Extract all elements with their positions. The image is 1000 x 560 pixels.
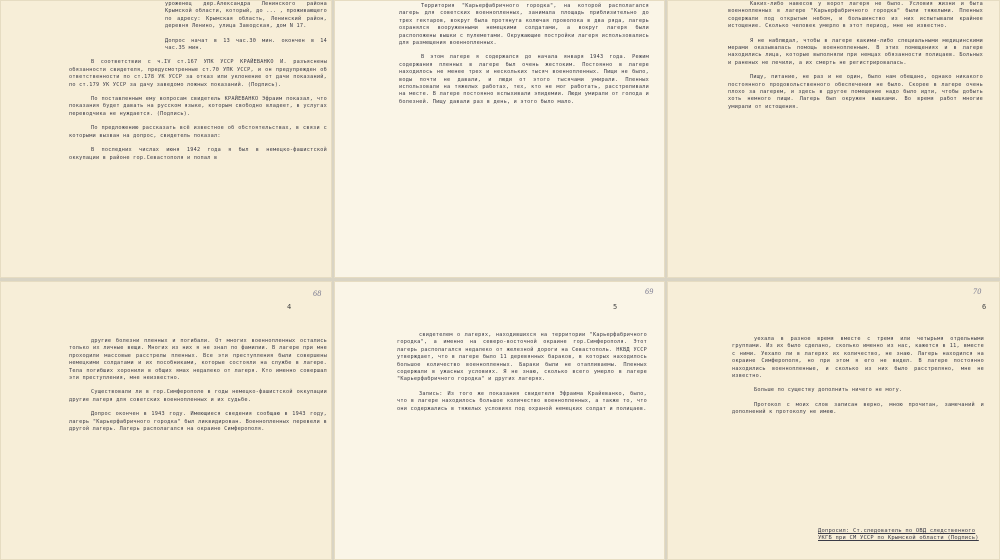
page-body bbox=[69, 338, 327, 440]
paragraph: Пищу, питание, не раз и не один, было нам обещано, однако никакого постоянного продовольственного обеспечения не было. Скорее в лагере очень плохо за лагерем, и здесь в другое помещение надо было идти, чтобы добыть хоть немного пищи. Лагерь был окружен вышками. Во время работ многие умирали от истощения. bbox=[728, 74, 983, 110]
page-body bbox=[69, 1, 327, 169]
paragraph: уроженец дер.Александра Ленинского района Крымской области, который, до ... , проживающего по адресу: Крымская область, Ленинский район, деревня Ленино, улица Заводская, дом N 17. bbox=[165, 1, 327, 30]
document-page-5 bbox=[334, 281, 665, 560]
paragraph: Допрос окончен в 1943 году. Имеющиеся сведения сообщаю в 1943 году, лагерь "Карьерфабричного городка" был ликвидирован. Военнопленных перевели в другой лагерь. Лагерь располагался на окраине Симферополя. bbox=[69, 411, 327, 433]
paragraph: свидетелем о лагерях, находившихся на территории "Карьерфабричного городка", а именно на северо-восточной окраине гор.Симферополя. Этот лагерь располагался недалеко от железной дороги на Севастополь. НКВД УССР утверждает, что в лагере было 11 деревянных бараков, в которых находилось большое количество военнопленных. Бараки были не отапливаемы. Пленных содержали в ужасных условиях. Я не знаю, сколько всего умерло в лагере "Карьерфабричного городка" и других лагерях. bbox=[397, 332, 647, 383]
document-page-3 bbox=[667, 0, 1000, 278]
paragraph: По поставленным ему вопросам свидетель КРАЙЕВАНКО Эфраим показал, что показания будет давать на русском языке, которым свободно владеет, в услугах переводчика не нуждается. (Подпись). bbox=[69, 96, 327, 117]
paragraph: Допрос начат в 13 час.30 мин. окончен в 14 час.35 мин. bbox=[165, 37, 327, 52]
paragraph: другие болезни пленных и погибали. От многих военнопленных остались только их личные вещи. Многих из них я не знал по фамилии. В лагере при мне проходили массовые расстрелы пленных. Все эти преступления были совершены немецкими солдатами и их пособниками, которые состояли на службе в лагере. Тела погибших хоронили в общих ямах недалеко от лагеря. Кто именно совершал эти преступления, мне неизвестно. bbox=[69, 338, 327, 382]
archive-folio-number: 69 bbox=[645, 287, 654, 296]
document-page-1 bbox=[0, 0, 332, 278]
page-body bbox=[397, 332, 647, 420]
paragraph: В этом лагере я содержался до начала января 1943 года. Режим содержания пленных в лагере был очень жестоким. Постоянно в лагере находилось не менее трех и нескольких тысяч военнопленных. Пищи не было, воды почти не давали, и люди от этого тысячами умирали. Пленных использовали на тяжелых работах, тех, кто не мог работать, расстреливали на месте. В лагере постоянно вспыхивали эпидемии. Люди умирали от голода и болезней. Пищу давали раз в день, и этого было мало. bbox=[399, 54, 649, 105]
paragraph: По предложению рассказать всё известное об обстоятельствах, в связи с которыми вызван на допрос, свидетель показал: bbox=[69, 125, 327, 139]
paragraph: Я не наблюдал, чтобы в лагере какими-либо специальными медицинскими мерами оказывалась помощь военнопленным. В этих помещениях и в лагере находились лица, которые выполняли при немцах обязанности полицаев. Больных и раненых не лечили, а их смерть не регистрировалась. bbox=[728, 37, 983, 66]
paragraph: В последних числах июня 1942 года я был в немецко-фашистской оккупации в районе гор.Севастополя и попал в bbox=[69, 147, 327, 161]
paragraph: уехала в разное время вместе с тремя или четырьмя отдельными группами. Из их было сделано, сколько именно из нас, кажется в 11, вместе с ними. Уехало ли в лагерях их количество, не знаю. Лагерь находился на окраине Симферополя, но при этом я его не видел. В лагере постоянно находились военнопленные, и сколько из них было расстреляно, мне не известно. bbox=[732, 336, 984, 380]
archive-folio-number: 70 bbox=[973, 287, 982, 296]
document-page-4 bbox=[0, 281, 332, 560]
page-body bbox=[732, 336, 984, 424]
document-page-6 bbox=[667, 281, 1000, 560]
paragraph: Каких-либо навесов у ворот лагеря не было. Условия жизни и быта военнопленных в лагере "Карьерфабричного городка" были тяжелыми. Пленных содержали под открытым небом, и большинство из них испытывали крайнее истощение. Сколько человек умерло в этот период, мне не известно. bbox=[728, 1, 983, 30]
page-number: 4 bbox=[287, 303, 292, 311]
paragraph: Протокол с моих слов записан верно, мною прочитан, замечаний и дополнений к протоколу не имею. bbox=[732, 401, 984, 416]
paragraph: Территория "Карьерфабричного городка", на которой располагался лагерь для советских военнопленных, занимала площадь приблизительно до трех гектаров, вокруг была протянута колючая проволока в два ряда, лагерь охранялся вооруженными немецкими солдатами, а вокруг лагеря были расположены вышки с пулеметами. Окружающие постройки лагеря использовались для размещения военнопленных. bbox=[399, 3, 649, 47]
page-body bbox=[728, 1, 983, 118]
paragraph: В соответствии с ч.IV ст.167 УПК УССР КРАЙЕВАНКО И. разъяснены обязанности свидетеля, предусмотренные ст.70 УПК УССР, и он предупрежден об ответственности по ст.178 УК УССР за отказ или уклонение от дачи показаний, по ст.179 УК УССР за дачу заведомо ложных показаний. (Подпись). bbox=[69, 59, 327, 88]
paragraph: Существовали ли в гор.Симферополе в годы немецко-фашистской оккупации другие лагеря для советских военнопленных и их судьбе. bbox=[69, 389, 327, 403]
document-page-2 bbox=[334, 0, 665, 278]
page-number: 6 bbox=[982, 303, 987, 311]
paragraph: Запись: Из того же показания свидетеля Эфраима Крайеванко, было, что в лагере находилось большое количество военнопленных, а также то, что они содержались в тяжелых условиях под охраной немецких солдат и полицаев. bbox=[397, 390, 647, 412]
archive-folio-number: 68 bbox=[313, 289, 322, 298]
signature-block: Допросил: Ст.следователь по ОВД следственного УКГБ при СМ УССР по Крымской области (Подпись) bbox=[818, 528, 979, 542]
page-number: 5 bbox=[613, 303, 618, 311]
paragraph: Больше по существу дополнить ничего не могу. bbox=[754, 387, 903, 394]
page-body bbox=[399, 3, 649, 113]
